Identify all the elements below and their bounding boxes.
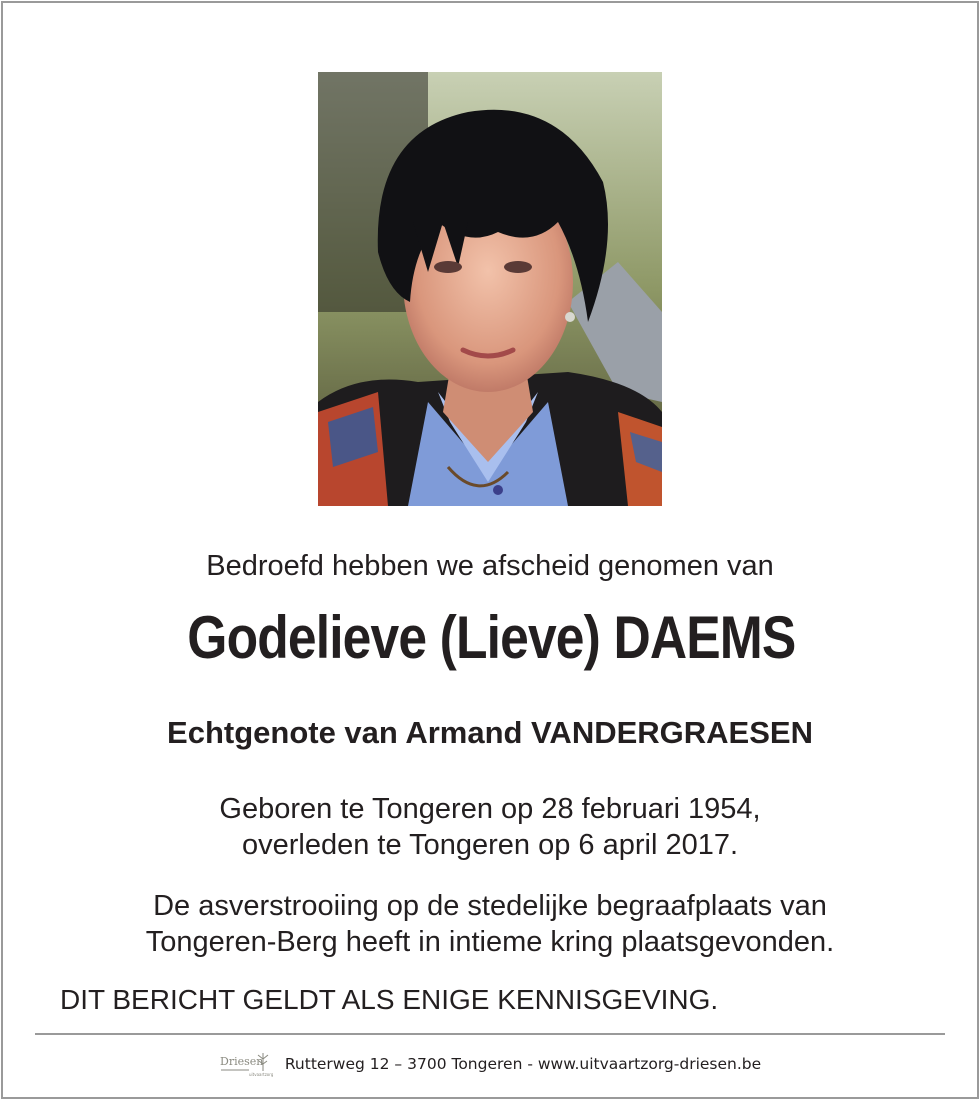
portrait-image [318, 72, 662, 506]
dates-block [0, 791, 980, 863]
intro-text: Bedroefd hebben we afscheid genomen van [206, 550, 774, 582]
funeral-home-logo-icon [219, 1049, 273, 1079]
footer-address: Rutterweg 12 – 3700 Tongeren - www.uitvaartzorg-driesen.be [284, 1055, 762, 1073]
svg-text:uitvaartzorg: uitvaartzorg [248, 1072, 273, 1077]
deceased-name: Godelieve (Lieve) DAEMS [187, 604, 796, 671]
birth-line: Geboren te Tongeren op 28 februari 1954, [219, 793, 761, 825]
divider [35, 1033, 945, 1035]
portrait-photo [318, 72, 662, 506]
ceremony-line-2: Tongeren-Berg heeft in intieme kring plaatsgevonden. [145, 926, 835, 958]
footer [0, 1047, 980, 1081]
ceremony-block [0, 888, 980, 960]
ceremony-line-1: De asverstrooiing op de stedelijke begraafplaats van [153, 890, 827, 922]
death-line: overleden te Tongeren op 6 april 2017. [241, 829, 739, 861]
svg-text:Driesen: Driesen [219, 1055, 264, 1068]
spouse-line: Echtgenote van Armand VANDERGRAESEN [167, 715, 813, 750]
closing-notice: DIT BERICHT GELDT ALS ENIGE KENNISGEVING. [60, 984, 719, 1015]
